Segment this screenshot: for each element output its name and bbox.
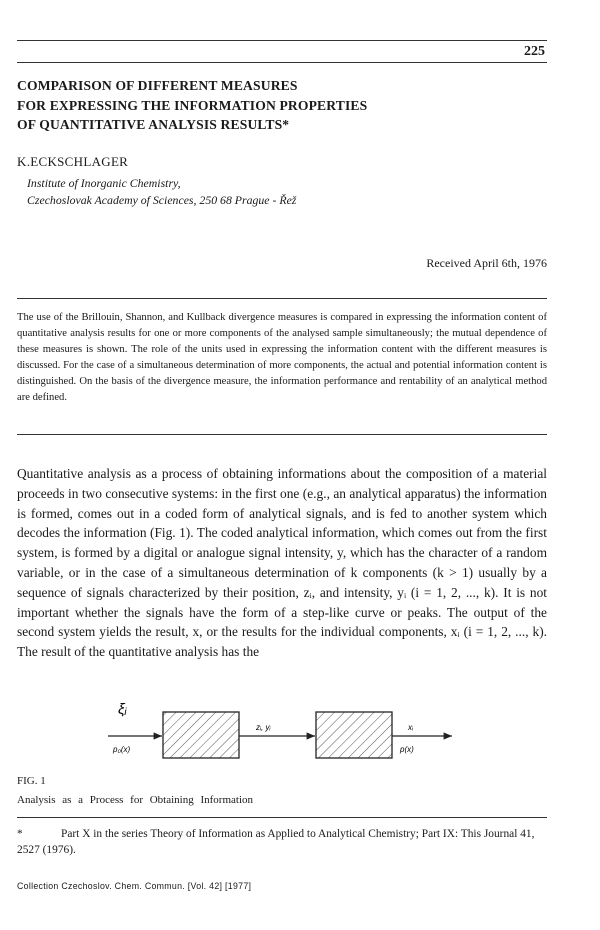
middle-signal-label: zᵢ, yᵢ [256, 723, 271, 732]
footnote-mark: * [17, 828, 23, 840]
decoding-system-block [316, 712, 392, 758]
figure-caption-title: Analysis as a Process for Obtaining Information [17, 794, 254, 806]
article-title [17, 76, 557, 135]
title-line: COMPARISON OF DIFFERENT MEASURES [17, 78, 298, 93]
received-date: Received April 6th, 1976 [426, 256, 547, 270]
input-symbol: ξᵢ [118, 701, 127, 718]
abstract-bottom-rule [17, 434, 547, 435]
title-line: OF QUANTITATIVE ANALYSIS RESULTS* [17, 117, 290, 132]
footnote [17, 826, 547, 858]
title-line: FOR EXPRESSING THE INFORMATION PROPERTIES [17, 97, 368, 113]
footnote-text: Part X in the series Theory of Information as Applied to Analytical Chemistry; Part IX: This Journal 41, 2527 (1976). [17, 828, 535, 856]
analytical-system-block [163, 712, 239, 758]
page-number: 225 [524, 44, 545, 59]
header-rule-lower [17, 62, 547, 63]
input-distribution-label: p₀(x) [113, 745, 131, 754]
abstract: The use of the Brillouin, Shannon, and Kullback divergence measures is compared in expressing the information content of quantitative analysis results for one or more components of the analysed sample simultaneously; the mutual dependence of these measures is shown. The role of the units used in expressing the information content with the different measures is discussed. For the case of a simultaneous determination of more components, the actual and potential information content is distinguished. On the basis of the divergence measure, the information performance and rentability of an analytical method are defined. [17, 312, 547, 403]
body-paragraph: Quantitative analysis as a process of obtaining informations about the composition of a material proceeds in two consecutive systems: in the first one (e.g., an analytical apparatus) the information is formed, comes out in a coded form of analytical signals, and is fed to another system which decodes the information (Fig. 1). The coded analytical information, which comes out from the first system, is formed by a digital or analogue signal intensity, y, which has the character of a random variable, or in the case of a simultaneous determination of k components (k > 1) usually by a sequence of signals characterized by their position, zᵢ, and intensity, yᵢ (i = 1, 2, ..., k). It is not important whether the signals have the form of a step-like curve or peaks. The output of the second system yields the result, x, or the results for the individual components, xᵢ (i = 1, 2, ..., k). The result of the quantitative analysis has the [17, 466, 547, 660]
figure-1-diagram [0, 690, 600, 762]
affiliation-line: Czechoslovak Academy of Sciences, 250 68 Prague - Řež [27, 193, 297, 207]
affiliation-line: Institute of Inorganic Chemistry, [27, 176, 181, 190]
abstract-top-rule [17, 298, 547, 299]
header-rule [17, 40, 547, 41]
author-affiliation [27, 175, 296, 209]
output-distribution-label: p(x) [400, 745, 414, 754]
output-result-label: xᵢ [408, 723, 413, 732]
figure-caption-label: FIG. 1 [17, 775, 46, 787]
footnote-rule [17, 817, 547, 818]
journal-footer: Collection Czechoslov. Chem. Commun. [Vol. 42] [1977] [17, 881, 252, 891]
author-name: K.ECKSCHLAGER [17, 154, 129, 169]
